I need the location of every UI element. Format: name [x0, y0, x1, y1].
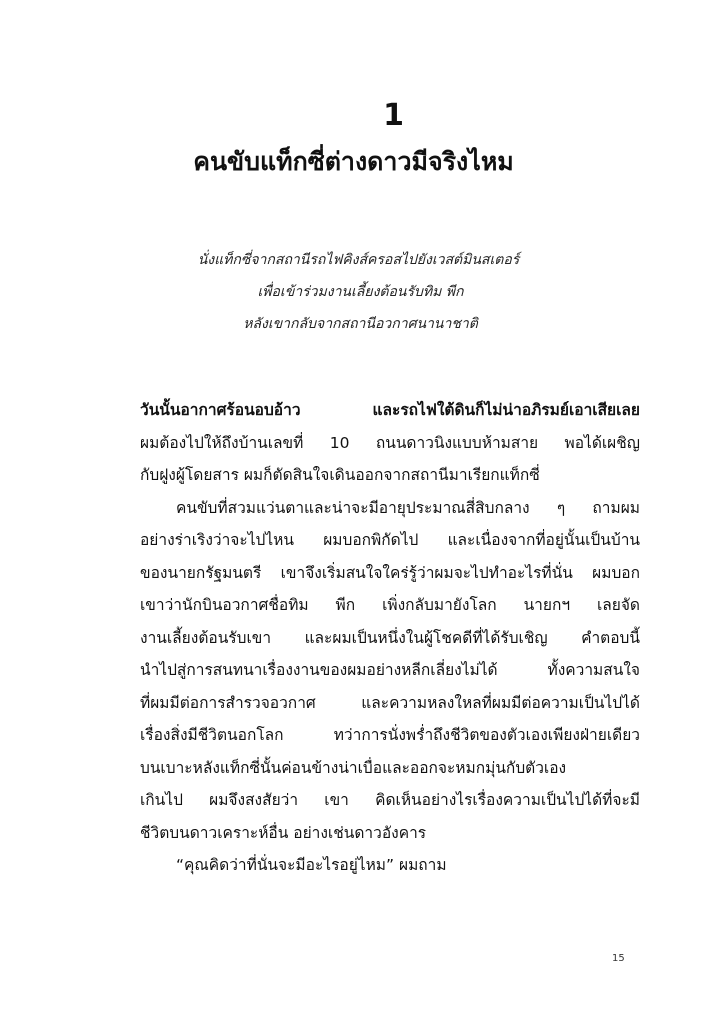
- epigraph-line: เพื่อเข้าร่วมงานเลี้ยงต้อนรับทิม พีก: [257, 284, 464, 300]
- body-line: เขาว่านักบินอวกาศชื่อทิม พีก เพิ่งกลับมายังโลก นายกฯ เลยจัด: [140, 596, 640, 614]
- body-line: กับฝูงผู้โดยสาร ผมก็ตัดสินใจเดินออกจากสถานีมาเรียกแท็กซี่: [140, 466, 540, 484]
- body-line: เรื่องสิ่งมีชีวิตนอกโลก ทว่าการนั่งพร่ำถึงชีวิตของตัวเองเพียงฝ่ายเดียว: [140, 726, 640, 744]
- body-line: คนขับที่สวมแว่นตาและน่าจะมีอายุประมาณสี่สิบกลาง ๆ ถามผม: [176, 498, 640, 517]
- epigraph-line: หลังเขากลับจากสถานีอวกาศนานาชาติ: [243, 316, 478, 332]
- body-line: งานเลี้ยงต้อนรับเขา และผมเป็นหนึ่งในผู้โชคดีที่ได้รับเชิญ คำตอบนี้: [140, 628, 640, 647]
- body-line: ผมต้องไปให้ถึงบ้านเลขที่ 10 ถนนดาวนิงแบบห้ามสาย พอได้เผชิญ: [140, 433, 640, 452]
- chapter-title: คนขับแท็กซี่ต่างดาวมีจริงไหม: [193, 147, 514, 176]
- body-line: เกินไป ผมจึงสงสัยว่า เขา คิดเห็นอย่างไรเรื่องความเป็นไปได้ที่จะมี: [140, 791, 640, 809]
- body-line: ชีวิตบนดาวเคราะห์อื่น อย่างเช่นดาวอังคาร: [140, 823, 427, 842]
- epigraph: [0, 244, 707, 340]
- body-line: บนเบาะหลังแท็กซี่นั้นค่อนข้างน่าเบื่อและออกจะหมกมุ่นกับตัวเอง: [140, 758, 567, 777]
- page-number: 15: [612, 953, 625, 964]
- body-line: ของนายกรัฐมนตรี เขาจึงเริ่มสนใจใคร่รู้ว่าผมจะไปทำอะไรที่นั่น ผมบอก: [140, 563, 640, 582]
- body-line: ที่ผมมีต่อการสำรวจอวกาศ และความหลงใหลที่ผมมีต่อความเป็นไปได้: [140, 693, 640, 712]
- body-text: [140, 394, 640, 882]
- chapter-number: 1: [383, 98, 404, 133]
- body-line: นำไปสู่การสนทนาเรื่องงานของผมอย่างหลีกเลี่ยงไม่ได้ ทั้งความสนใจ: [140, 661, 640, 679]
- body-line: อย่างร่าเริงว่าจะไปไหน ผมบอกพิกัดไป และเนื่องจากที่อยู่นั้นเป็นบ้าน: [140, 531, 640, 549]
- body-line: วันนั้นอากาศร้อนอบอ้าว และรถไฟใต้ดินก็ไม่น่าอภิรมย์เอาเสียเลย: [140, 401, 640, 419]
- body-line: “คุณคิดว่าที่นั่นจะมีอะไรอยู่ไหม” ผมถาม: [176, 856, 447, 874]
- epigraph-line: นั่งแท็กซี่จากสถานีรถไฟคิงส์ครอสไปยังเวสต์มินสเตอร์: [197, 252, 520, 268]
